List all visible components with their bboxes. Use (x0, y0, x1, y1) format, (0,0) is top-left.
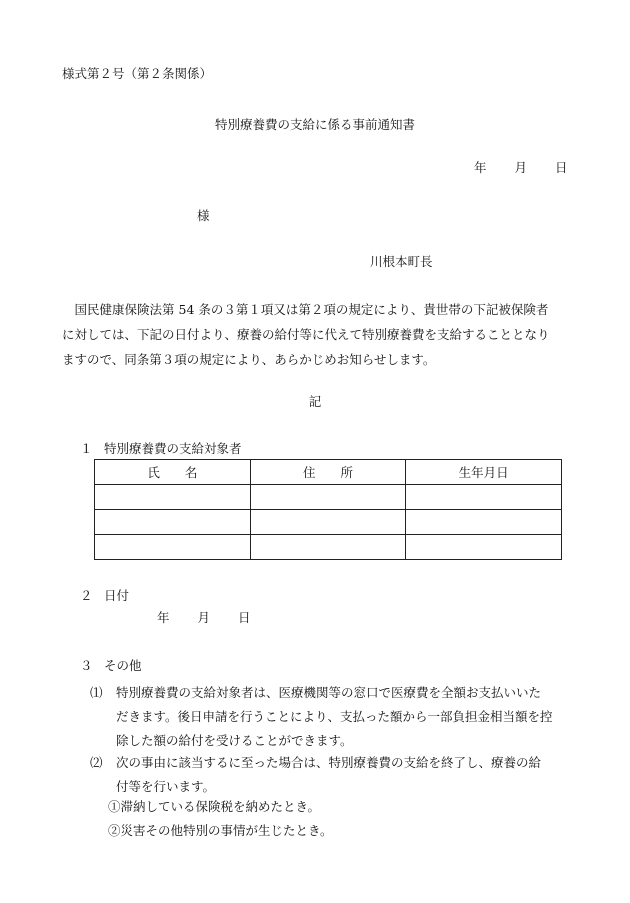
section-title: その他 (104, 658, 142, 673)
item-line: 付等を行います。 (116, 779, 216, 794)
item-line: 除した額の給付を受けることができます。 (116, 733, 353, 748)
ki-heading: 記 (308, 394, 322, 409)
body-line: 国民健康保険法第 54 条の３第１項又は第２項の規定により、貴世帯の下記被保険者 (74, 302, 549, 317)
column-header-birthdate: 生年月日 (406, 460, 562, 485)
date-month-label: 月 (514, 160, 528, 175)
section-number: ２ (80, 588, 93, 603)
section-2-heading (80, 588, 129, 603)
date-day-label: 日 (555, 160, 568, 175)
section-number: ３ (80, 658, 93, 673)
issuer: 川根本町長 (370, 254, 433, 269)
target-persons-table (94, 459, 562, 560)
note-item-2 (90, 751, 580, 799)
column-header-name: 氏 名 (95, 460, 251, 485)
body-line: に対しては、下記の日付より、療養の給付等に代えて特別療養費を支給することとなり (62, 327, 550, 342)
section-1-heading (80, 441, 242, 456)
table-cell (250, 535, 406, 560)
issue-date (474, 160, 568, 175)
table-row (95, 485, 562, 510)
sub-item-1: ①滞納している保険税を納めたとき。 (108, 799, 321, 814)
table-cell (406, 535, 562, 560)
column-header-address: 住 所 (250, 460, 406, 485)
table-cell (95, 535, 251, 560)
table-cell (250, 510, 406, 535)
table-header-row (95, 460, 562, 485)
section-3-heading (80, 658, 142, 673)
section-title: 日付 (104, 588, 130, 603)
start-date: 年 月 日 (157, 610, 251, 625)
table-row (95, 510, 562, 535)
table-cell (406, 485, 562, 510)
section-number: １ (80, 441, 93, 456)
document-title: 特別療養費の支給に係る事前通知書 (214, 117, 415, 132)
table-cell (406, 510, 562, 535)
item-line: 特別療養費の支給対象者は、医療機関等の窓口で医療費を全額お支払いいた (116, 685, 542, 700)
table-row (95, 535, 562, 560)
form-label: 様式第２号（第２条関係） (62, 66, 213, 81)
section-title: 特別療養費の支給対象者 (104, 441, 242, 456)
note-item-1 (90, 681, 580, 753)
addressee-suffix: 様 (197, 208, 210, 223)
date-year-label: 年 (474, 160, 487, 175)
item-mark: ⑵ (90, 755, 103, 770)
body-text (62, 297, 578, 372)
item-line: だきます。後日申請を行うことにより、支払った額から一部負担金相当額を控 (116, 709, 553, 724)
sub-item-2: ②災害その他特別の事情が生じたとき。 (108, 823, 333, 838)
table-cell (95, 510, 251, 535)
table-cell (95, 485, 251, 510)
item-line: 次の事由に該当するに至った場合は、特別療養費の支給を終了し、療養の給 (116, 755, 542, 770)
item-mark: ⑴ (90, 685, 103, 700)
table-cell (250, 485, 406, 510)
body-line: ますので、同条第３項の規定により、あらかじめお知らせします。 (62, 352, 436, 367)
